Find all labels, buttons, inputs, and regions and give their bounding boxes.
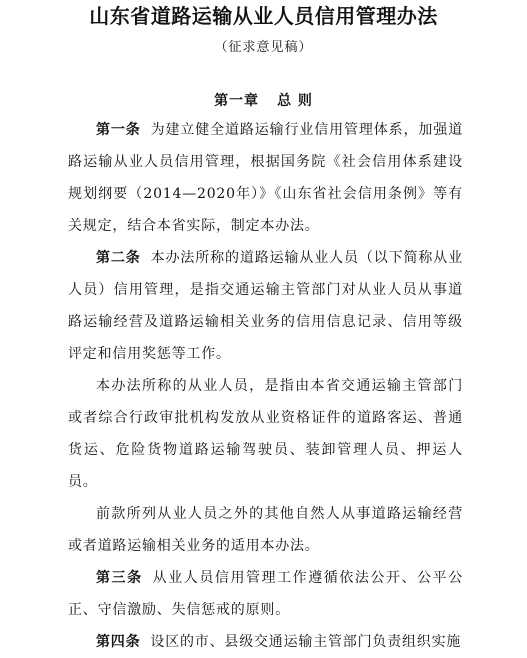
article-label: 第二条 (96, 250, 141, 266)
paragraph-article-2-extension (68, 498, 463, 562)
paragraph-article-2 (68, 242, 463, 370)
paragraph-article-2-scope (68, 370, 463, 498)
paragraph-text: 本办法所称的道路运输从业人员（以下简称从业人员）信用管理，是指交通运输主管部门对从业人员从事道路运输经营及道路运输相关业务的信用信息记录、信用等级评定和信用奖惩等工作。 (68, 250, 463, 362)
paragraph-text: 前款所列从业人员之外的其他自然人从事道路运输经营或者道路运输相关业务的适用本办法。 (68, 506, 463, 554)
document-body (68, 114, 463, 658)
paragraph-article-4 (68, 626, 463, 658)
chapter-number: 第一章 (214, 93, 260, 109)
document-subtitle: （征求意见稿） (214, 40, 313, 55)
paragraph-text: 为建立健全道路运输行业信用管理体系，加强道路运输从业人员信用管理，根据国务院《社会信用体系建设规划纲要（2014—2020年）》《山东省社会信用条例》等有关规定，结合本省实际，制定本办法。 (68, 122, 463, 234)
paragraph-article-3 (68, 562, 463, 626)
article-label: 第四条 (96, 634, 141, 650)
document-title: 山东省道路运输从业人员信用管理办法 (89, 4, 438, 28)
article-label: 第三条 (96, 570, 143, 586)
paragraph-text: 从业人员信用管理工作遵循依法公开、公平公正、守信激励、失信惩戒的原则。 (68, 570, 464, 618)
article-label: 第一条 (96, 122, 141, 138)
paragraph-text: 设区的市、县级交通运输主管部门负责组织实施 (150, 634, 462, 650)
paragraph-text: 本办法所称的从业人员，是指由本省交通运输主管部门或者综合行政审批机构发放从业资格证件的道路客运、普通货运、危险货物道路运输驾驶员、装卸管理人员、押运人员。 (68, 378, 463, 490)
paragraph-article-1 (68, 114, 463, 242)
chapter-name: 总 则 (277, 93, 313, 109)
chapter-heading (0, 90, 527, 112)
